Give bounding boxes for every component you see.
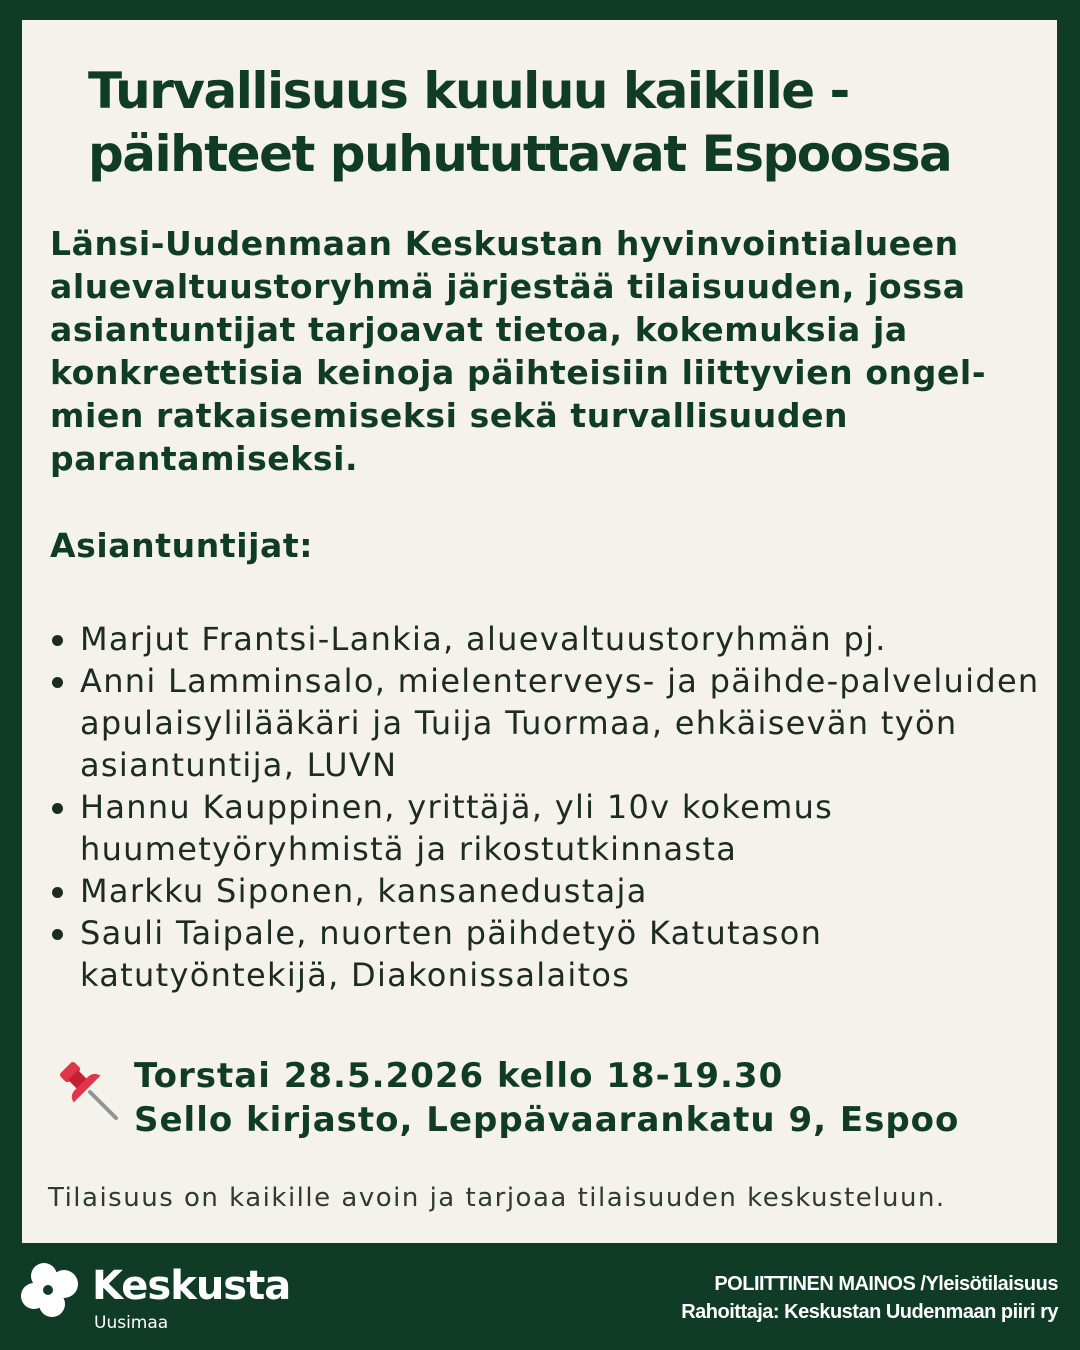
expert-item: Anni Lamminsalo, mielenterveys- ja päihde-palveluiden apulaisylilääkäri ja Tuija Tuormaa, ehkäisevän työn asiantuntija, LUVN (48, 660, 1048, 786)
brand-region: Uusimaa (94, 1313, 169, 1333)
disclaimer-line-1: POLIITTINEN MAINOS /Yleisötilaisuus (714, 1273, 1058, 1295)
expert-item: Hannu Kauppinen, yrittäjä, yli 10v kokemus huumetyöryhmistä ja rikostutkinnasta (48, 786, 1048, 870)
event-time: Torstai 28.5.2026 kello 18-19.30 (134, 1056, 784, 1096)
headline-line-1: Turvallisuus kuuluu kaikille - (88, 62, 849, 120)
clover-icon (18, 1260, 88, 1320)
political-ad-disclaimer (681, 1270, 1058, 1326)
experts-list (48, 618, 1048, 996)
headline-line-2: päihteet puhututtavat Espoossa (88, 125, 952, 183)
brand-name: Keskusta (92, 1263, 291, 1309)
experts-heading: Asiantuntijat: (50, 526, 314, 565)
headline (88, 60, 1028, 186)
disclaimer-line-2: Rahoittaja: Keskustan Uudenmaan piiri ry (681, 1301, 1058, 1323)
pushpin-icon (54, 1056, 120, 1122)
expert-item: Markku Siponen, kansanedustaja (48, 870, 1048, 912)
open-event-note: Tilaisuus on kaikille avoin ja tarjoaa tilaisuuden keskusteluun. (48, 1183, 946, 1213)
intro-paragraph: Länsi-Uudenmaan Keskustan hyvinvointialueen aluevaltuustoryhmä järjestää tilaisuuden, jossa asiantuntijat tarjoavat tietoa, kokemuksia ja konkreettisia keinoja päihteisiin liittyvien ongel-mien ratkaisemiseksi sekä turvallisuuden parantamiseksi. (50, 224, 987, 478)
expert-item: Marjut Frantsi-Lankia, aluevaltuustoryhmän pj. (48, 618, 1048, 660)
event-location: Sello kirjasto, Leppävaarankatu 9, Espoo (134, 1100, 960, 1140)
expert-item: Sauli Taipale, nuorten päihdetyö Katutason katutyöntekijä, Diakonissalaitos (48, 912, 1048, 996)
event-details (134, 1054, 959, 1142)
